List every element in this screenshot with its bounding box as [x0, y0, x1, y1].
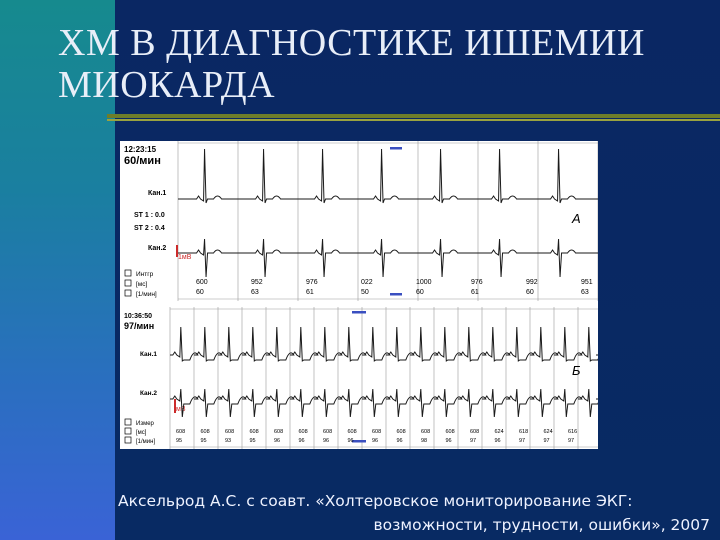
rr-value-label: 951: [581, 279, 593, 286]
rr-value-label: 608: [200, 429, 210, 435]
ecg-a-blue-marker-bottom: [390, 293, 402, 296]
caption-line-1: Аксельрод А.С. с соавт. «Холтеровское мониторирование ЭКГ:: [118, 492, 633, 510]
ecg-b-channel-1-label: Кан.1: [140, 351, 158, 358]
rr-value-label: 608: [225, 429, 235, 435]
rr-value-label: 618: [519, 429, 529, 435]
ecg-a-legend-1: Интгр: [136, 271, 154, 278]
rr-value-label: 022: [361, 279, 373, 286]
rr-value-label: 608: [445, 429, 455, 435]
ecg-b-time: 10:36:50: [124, 313, 153, 320]
ecg-b-channel-2-label: Кан.2: [140, 390, 158, 397]
rr-value-label: 96: [347, 438, 354, 444]
ecg-a-heart-rate: 60/мин: [124, 155, 161, 167]
ecg-a-time: 12:23:15: [124, 145, 157, 154]
ecg-panel-b: [120, 307, 598, 449]
ecg-a-channel-2-label: Кан.2: [148, 245, 167, 252]
title-divider-rule-thin: [107, 119, 720, 121]
ecg-b-blue-marker-top: [352, 311, 366, 314]
rr-value-label: 624: [494, 429, 504, 435]
rr-value-label: 95: [200, 438, 207, 444]
rr-value-label: 608: [323, 429, 333, 435]
ecg-b-legend-2: [мс]: [136, 430, 147, 436]
ecg-a-mv-scale: 1мВ: [178, 254, 192, 261]
rr-value-label: 600: [196, 279, 208, 286]
ecg-a-blue-marker-top: [390, 147, 402, 150]
rr-value-label: 63: [251, 289, 259, 296]
rr-value-label: 608: [249, 429, 259, 435]
ecg-a-channel-1-label: Кан.1: [148, 190, 167, 197]
ecg-panel-a: [120, 141, 598, 301]
rr-value-label: 60: [526, 289, 534, 296]
rr-value-label: 95: [176, 438, 183, 444]
rr-value-label: 63: [581, 289, 589, 296]
rr-value-label: 976: [471, 279, 483, 286]
rr-value-label: 96: [396, 438, 403, 444]
rr-value-label: 61: [306, 289, 314, 296]
ecg-b-legend-1: Измер: [136, 421, 154, 427]
rr-value-label: 60: [416, 289, 424, 296]
rr-value-label: 96: [494, 438, 501, 444]
rr-value-label: 97: [470, 438, 477, 444]
rr-value-label: 608: [298, 429, 308, 435]
rr-value-label: 608: [347, 429, 357, 435]
rr-value-label: 976: [306, 279, 318, 286]
ecg-b-legend-3: [1/мин]: [136, 439, 156, 445]
ecg-b-mv-scale: мВ: [176, 406, 186, 413]
caption-line-2: возможности, трудности, ошибки», 2007: [373, 516, 710, 534]
title-divider-rule: [107, 114, 720, 118]
ecg-b-calibration-marker: [174, 399, 176, 413]
rr-value-label: 608: [372, 429, 382, 435]
rr-value-label: 608: [421, 429, 431, 435]
ecg-a-calibration-marker: [176, 245, 178, 257]
rr-value-label: 98: [421, 438, 428, 444]
rr-value-label: 608: [274, 429, 284, 435]
rr-value-label: 60: [196, 289, 204, 296]
slide-title: [58, 22, 698, 106]
rr-value-label: 96: [298, 438, 305, 444]
rr-value-label: 96: [445, 438, 452, 444]
slide-caption: [112, 489, 710, 537]
rr-value-label: 1000: [416, 279, 432, 286]
title-line-2: МИОКАРДА: [58, 64, 276, 106]
rr-value-label: 61: [471, 289, 479, 296]
rr-value-label: 50: [361, 289, 369, 296]
ecg-a-st2-value: ST 2 : 0.4: [134, 225, 165, 232]
rr-value-label: 616: [568, 429, 578, 435]
rr-value-label: 608: [470, 429, 480, 435]
rr-value-label: 608: [396, 429, 406, 435]
rr-value-label: 97: [519, 438, 526, 444]
rr-value-label: 95: [249, 438, 256, 444]
rr-value-label: 624: [543, 429, 553, 435]
rr-value-label: 952: [251, 279, 263, 286]
rr-value-label: 97: [543, 438, 550, 444]
ecg-b-heart-rate: 97/мин: [124, 321, 155, 331]
rr-value-label: 96: [323, 438, 330, 444]
ecg-a-panel-letter: А: [572, 211, 581, 226]
ecg-strips-image: [120, 141, 598, 449]
rr-value-label: 97: [568, 438, 575, 444]
ecg-b-panel-letter: Б: [572, 363, 581, 378]
rr-value-label: 96: [372, 438, 379, 444]
ecg-b-blue-marker-bottom: [352, 440, 366, 443]
ecg-holter-figure: [120, 141, 598, 449]
rr-value-label: 992: [526, 279, 538, 286]
ecg-a-st1-value: ST 1 : 0.0: [134, 212, 165, 219]
ecg-a-legend-3: [1/мин]: [136, 291, 157, 298]
rr-value-label: 93: [225, 438, 232, 444]
ecg-a-legend-2: [мс]: [136, 281, 148, 288]
title-line-1: ХМ В ДИАГНОСТИКЕ ИШЕМИИ: [58, 22, 645, 64]
rr-value-label: 608: [176, 429, 186, 435]
rr-value-label: 96: [274, 438, 281, 444]
